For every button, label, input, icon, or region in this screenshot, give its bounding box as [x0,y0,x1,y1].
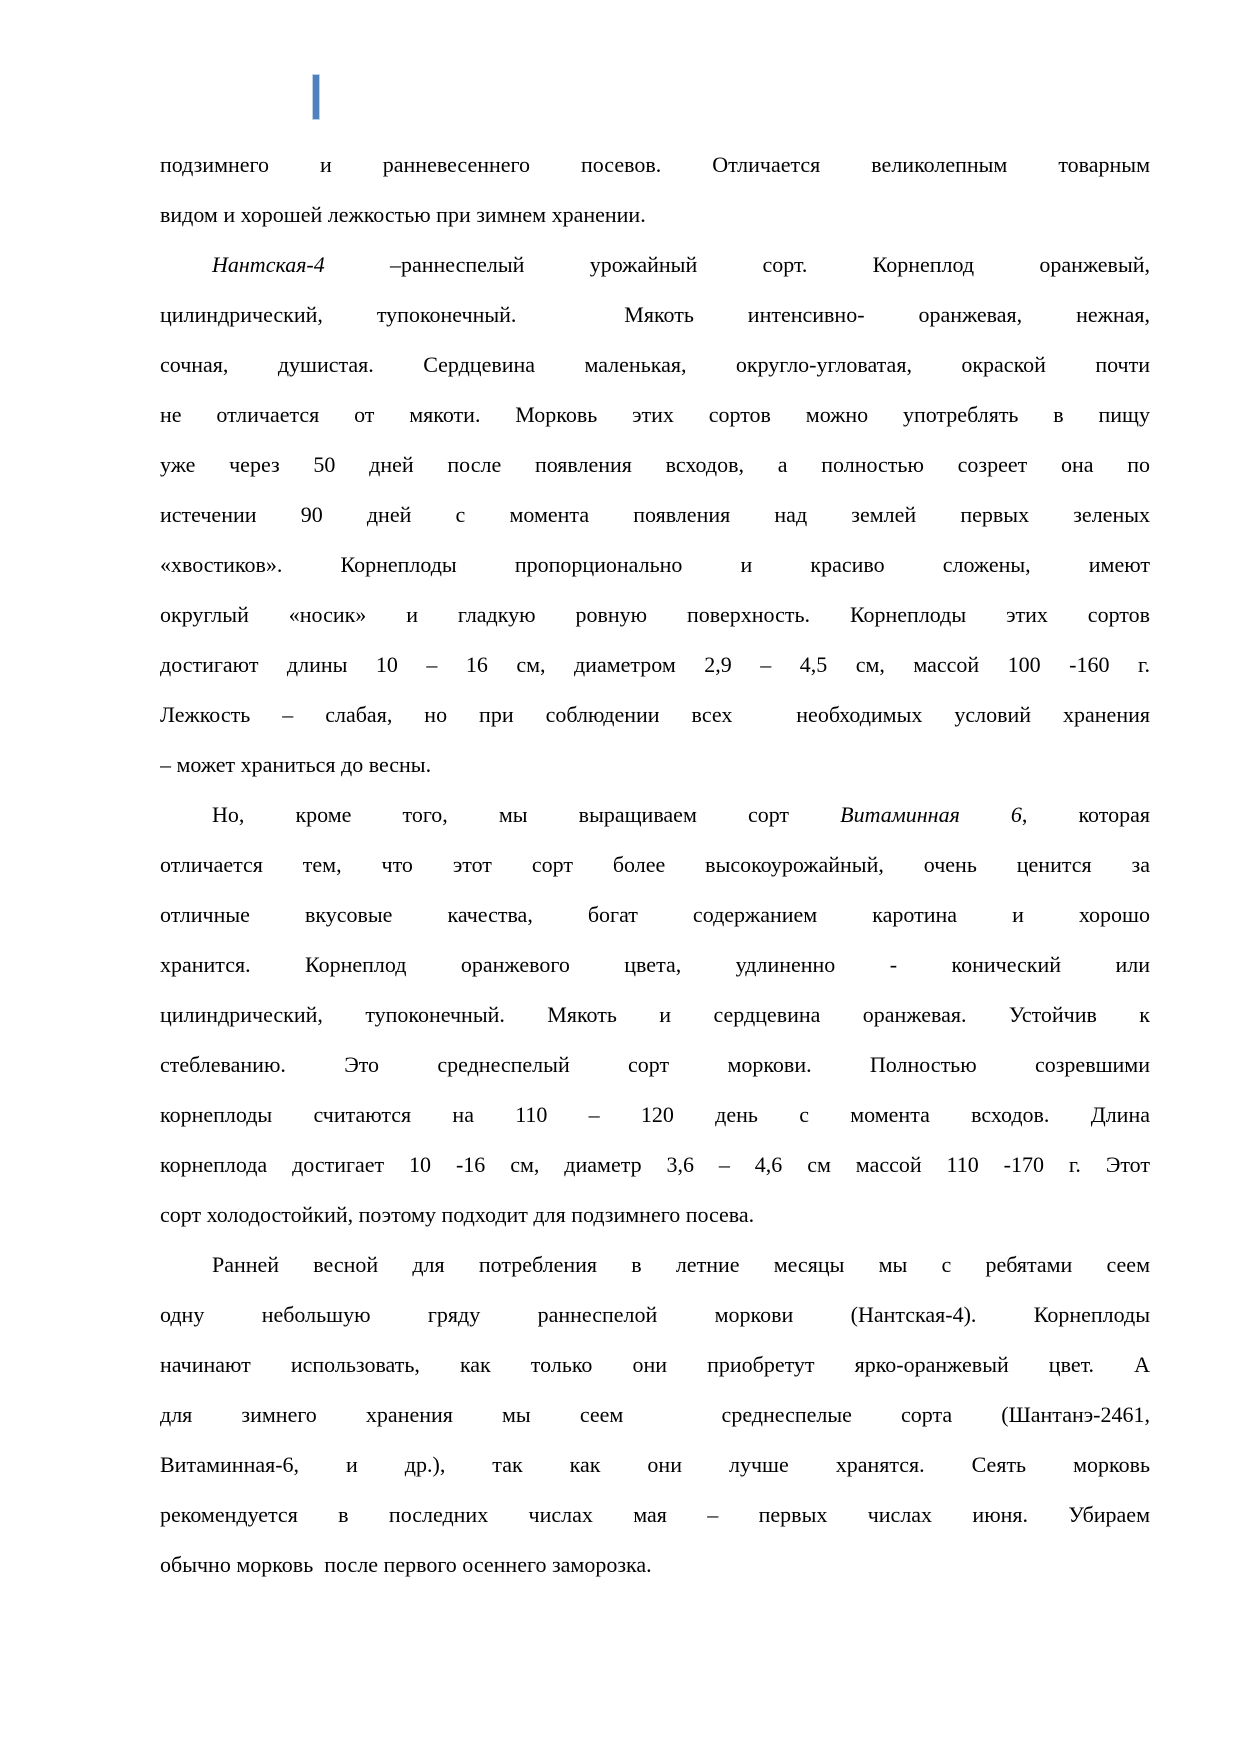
text-line [160,1340,1150,1390]
text-segment: округлый «носик» и гладкую ровную поверхность. Корнеплоды этих сортов [160,602,1150,627]
text-line [160,1040,1150,1090]
text-block[interactable] [160,140,1150,1590]
text-line [160,1390,1150,1440]
text-line [160,540,1150,590]
text-line [160,1140,1150,1190]
text-segment: корнеплода достигает 10 -16 см, диаметр 3,6 – 4,6 см массой 110 -170 г. Этот [160,1152,1150,1177]
text-line [160,140,1150,190]
paragraph [160,240,1150,790]
text-segment: Витаминная-6, и др.), так как они лучше хранятся. Сеять морковь [160,1452,1150,1477]
text-segment: отличается тем, что этот сорт более высокоурожайный, очень ценится за [160,852,1150,877]
text-line [160,890,1150,940]
text-line [160,390,1150,440]
text-segment: цилиндрический, тупоконечный. Мякоть и сердцевина оранжевая. Устойчив к [160,1002,1150,1027]
text-segment: Но, кроме того, мы выращиваем сорт [212,802,841,827]
text-segment: – может храниться до весны. [160,752,432,777]
paragraph [160,1240,1150,1590]
text-segment: Лежкость – слабая, но при соблюдении всех необходимых условий хранения [160,702,1150,727]
text-line [160,640,1150,690]
text-segment: истечении 90 дней с момента появления над землей первых зеленых [160,502,1150,527]
text-line [160,290,1150,340]
text-line [160,1290,1150,1340]
text-segment: сочная, душистая. Сердцевина маленькая, округло-угловатая, окраской почти [160,352,1150,377]
text-segment: –раннеспелый урожайный сорт. Корнеплод оранжевый, [324,252,1150,277]
text-segment: рекомендуется в последних числах мая – первых числах июня. Убираем [160,1502,1150,1527]
text-caret [312,74,320,120]
text-segment: корнеплоды считаются на 110 – 120 день с момента всходов. Длина [160,1102,1150,1127]
text-line [160,1540,1150,1590]
text-segment: цилиндрический, тупоконечный. Мякоть интенсивно- оранжевая, нежная, [160,302,1150,327]
text-line [160,940,1150,990]
text-segment: одну небольшую гряду раннеспелой моркови (Нантская-4). Корнеплоды [160,1302,1150,1327]
text-segment: отличные вкусовые качества, богат содержанием каротина и хорошо [160,902,1150,927]
text-line [160,1490,1150,1540]
text-segment: видом и хорошей лежкостью при зимнем хранении. [160,202,646,227]
text-line [160,1090,1150,1140]
text-segment: стеблеванию. Это среднеспелый сорт моркови. Полностью созревшими [160,1052,1150,1077]
text-line [160,490,1150,540]
text-line [160,990,1150,1040]
text-segment: для зимнего хранения мы сеем среднеспелые сорта (Шантанэ-2461, [160,1402,1150,1427]
text-segment: достигают длины 10 – 16 см, диаметром 2,9 – 4,5 см, массой 100 -160 г. [160,652,1150,677]
text-segment: сорт холодостойкий, поэтому подходит для подзимнего посева. [160,1202,755,1227]
text-line [160,440,1150,490]
text-segment: уже через 50 дней после появления всходов, а полностью созреет она по [160,452,1150,477]
text-line [160,1240,1150,1290]
text-segment: , которая [1021,802,1150,827]
text-line [160,240,1150,290]
text-segment: хранится. Корнеплод оранжевого цвета, удлиненно - конический или [160,952,1150,977]
text-line [160,740,1150,790]
variety-name-italic: Витаминная 6 [840,802,1022,827]
text-line [160,590,1150,640]
text-line [160,340,1150,390]
text-line [160,840,1150,890]
text-segment: подзимнего и ранневесеннего посевов. Отличается великолепным товарным [160,152,1150,177]
text-segment: обычно морковь после первого осеннего заморозка. [160,1552,652,1577]
text-line [160,790,1150,840]
text-line [160,1190,1150,1240]
paragraph [160,140,1150,240]
text-segment: Ранней весной для потребления в летние месяцы мы с ребятами сеем [212,1252,1150,1277]
text-segment: «хвостиков». Корнеплоды пропорционально и красиво сложены, имеют [160,552,1150,577]
variety-name-italic: Нантская-4 [212,252,325,277]
paragraph [160,790,1150,1240]
text-line [160,1440,1150,1490]
text-line [160,690,1150,740]
text-segment: начинают использовать, как только они приобретут ярко-оранжевый цвет. А [160,1352,1150,1377]
text-segment: не отличается от мякоти. Морковь этих сортов можно употреблять в пищу [160,402,1150,427]
text-line [160,190,1150,240]
